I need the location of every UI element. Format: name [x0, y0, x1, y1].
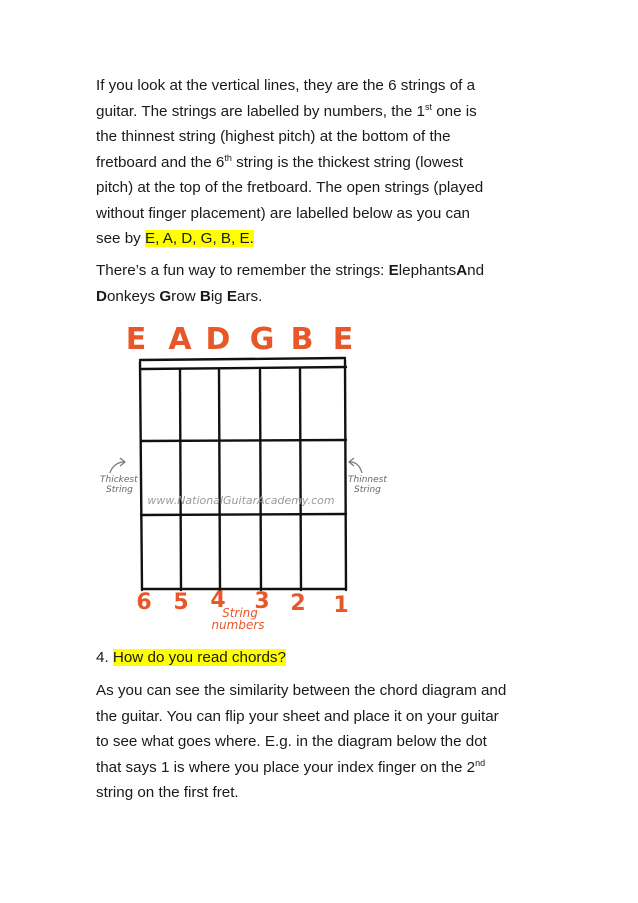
- text-line: As you can see the similarity between the chord diagram and: [96, 682, 507, 699]
- heading-number: 4.: [96, 649, 113, 666]
- text-line: fretboard and the 6th string is the thickest string (lowest: [96, 152, 464, 171]
- text-line: There’s a fun way to remember the strings: ElephantsAnd: [96, 262, 485, 279]
- string-line-2: [300, 369, 301, 590]
- text-line: the guitar. You can flip your sheet and place it on your guitar: [96, 707, 499, 725]
- string-number-6: 6: [136, 590, 152, 615]
- fret-line: [141, 440, 346, 441]
- string-line-5: [180, 370, 181, 590]
- text-line: pitch) at the top of the fretboard. The open strings (played: [96, 179, 484, 196]
- text-line: the thinnest string (highest pitch) at the bottom of the: [96, 128, 451, 145]
- nut-line: [140, 358, 345, 360]
- letter-g: G: [249, 322, 275, 357]
- left-note-arrow: [110, 462, 124, 473]
- string-line-3: [260, 370, 261, 590]
- text-line: guitar. The strings are labelled by numbers, the 1st one is: [96, 101, 477, 120]
- thickest-note-line2: String: [106, 485, 133, 495]
- letter-d: D: [205, 322, 231, 357]
- text-line: without finger placement) are labelled below as you can: [96, 204, 470, 222]
- nut-line: [141, 367, 346, 369]
- heading-text: How do you read chords?: [112, 649, 286, 666]
- text-line: If you look at the vertical lines, they are the 6 strings of a: [96, 77, 476, 94]
- text-line: that says 1 is where you place your index finger on the 2nd: [96, 757, 486, 776]
- letter-a: A: [168, 322, 192, 357]
- website-watermark: www.NationalGuitarAcademy.com: [147, 494, 335, 507]
- string-number-1: 1: [333, 593, 349, 618]
- thickest-note-line1: Thickest: [100, 475, 138, 485]
- caption-line2: numbers: [211, 618, 265, 632]
- mnemonic-paragraph: [96, 258, 566, 309]
- letter-e-high: E: [332, 322, 354, 357]
- fretboard-drawing: [90, 318, 390, 648]
- letter-e-low: E: [125, 322, 147, 357]
- open-string-letters: [126, 322, 354, 357]
- section-heading: [96, 645, 566, 671]
- caption-line1: String: [222, 606, 258, 620]
- letter-b: B: [290, 322, 314, 357]
- guitar-fretboard-diagram: [90, 318, 390, 648]
- side-notes: [100, 475, 387, 495]
- thinnest-note-line1: Thinnest: [348, 475, 387, 485]
- string-number-5: 5: [173, 590, 189, 615]
- string-number-2: 2: [290, 591, 306, 616]
- text-line: Donkeys Grow Big Ears.: [96, 287, 263, 305]
- heading-line: [96, 645, 566, 671]
- string-line-6: [140, 362, 142, 590]
- string-line-1: [345, 360, 346, 590]
- thinnest-note-line2: String: [354, 485, 381, 495]
- fretboard-grid: [140, 358, 346, 590]
- highlighted-string-names: E, A, D, G, B, E.: [144, 230, 254, 247]
- text-line: string on the first fret.: [96, 784, 239, 801]
- string-number-3: 3: [254, 589, 270, 614]
- text-line: see by E, A, D, G, B, E.: [96, 230, 254, 247]
- string-line-4: [219, 370, 220, 590]
- string-number-4: 4: [210, 588, 226, 613]
- reading-chords-paragraph: [96, 678, 566, 806]
- fret-line: [141, 514, 346, 515]
- strings-explanation-paragraph: [96, 73, 566, 252]
- text-line: to see what goes where. E.g. in the diagram below the dot: [96, 733, 487, 750]
